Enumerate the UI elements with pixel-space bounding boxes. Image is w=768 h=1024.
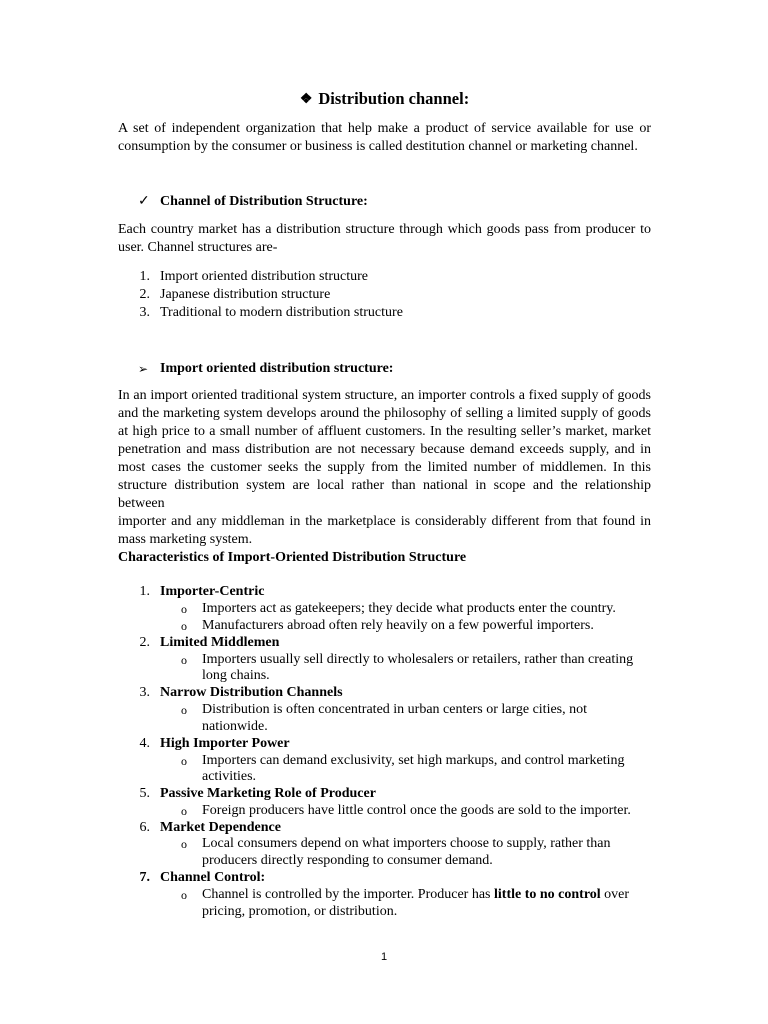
characteristic-title: High Importer Power <box>160 736 290 751</box>
list-number: 1. <box>139 269 150 284</box>
characteristic-title: Passive Marketing Role of Producer <box>160 786 376 801</box>
circle-bullet-icon: o <box>181 619 187 633</box>
checkmark-icon: ✓ <box>138 194 150 209</box>
diamond-bullet-icon: ❖ <box>299 92 313 107</box>
sub-item-text: producers directly responding to consumer demand. <box>202 853 493 868</box>
characteristic-title: Limited Middlemen <box>160 635 280 650</box>
list-text: Import oriented distribution structure <box>160 269 369 284</box>
list-text: Traditional to modern distribution structure <box>160 305 403 320</box>
import-paragraph <box>118 387 651 549</box>
structure-paragraph <box>118 221 651 257</box>
intro-paragraph <box>118 120 651 156</box>
import-line: penetration and mass distribution are not necessary because demand exceeds supply, and in <box>118 442 651 457</box>
circle-bullet-icon: o <box>181 703 187 717</box>
circle-bullet-icon: o <box>181 888 187 902</box>
list-number: 2. <box>139 287 150 302</box>
import-line: importer and any middleman in the marketplace is considerably different from that found in <box>118 514 651 529</box>
circle-bullet-icon: o <box>181 602 187 616</box>
list-number: 1. <box>139 584 150 599</box>
import-line: In an import oriented traditional system structure, an importer controls a fixed supply of goods <box>118 388 651 403</box>
list-number: 6. <box>139 820 150 835</box>
list-number: 5. <box>139 786 150 801</box>
title-text: Distribution channel: <box>318 89 470 108</box>
arrow-bullet-icon: ➢ <box>138 362 149 376</box>
structure-line-2: user. Channel structures are- <box>118 240 278 255</box>
characteristic-title: Importer-Centric <box>160 584 265 599</box>
import-line: mass marketing system. <box>118 532 253 547</box>
sub-item-text: nationwide. <box>202 719 268 734</box>
circle-bullet-icon: o <box>181 653 187 667</box>
characteristic-title: Market Dependence <box>160 820 281 835</box>
structure-heading-text: Channel of Distribution Structure: <box>160 194 368 209</box>
page-number: 1 <box>380 951 388 963</box>
characteristic-title: Narrow Distribution Channels <box>160 685 343 700</box>
import-heading-text: Import oriented distribution structure: <box>160 361 394 376</box>
sub-item-text: Importers usually sell directly to wholesalers or retailers, rather than creating <box>202 652 634 667</box>
sub-item-text: Local consumers depend on what importers choose to supply, rather than <box>202 836 611 851</box>
import-line: and the marketing system develops around the philosophy of selling a limited supply of goods <box>118 406 651 421</box>
sub-item-text: long chains. <box>202 668 270 683</box>
sub-item-text: Foreign producers have little control once the goods are sold to the importer. <box>202 803 631 818</box>
circle-bullet-icon: o <box>181 837 187 851</box>
channel-control-bold: little to no control <box>494 887 601 902</box>
sub-item-text: Importers act as gatekeepers; they decide what products enter the country. <box>202 601 616 616</box>
channel-control-text <box>202 886 642 904</box>
page-title <box>118 88 651 112</box>
structure-line-1: Each country market has a distribution structure through which goods pass from producer to <box>118 222 651 237</box>
list-number: 7. <box>139 870 150 885</box>
channel-control-pre: Channel is controlled by the importer. Producer has <box>202 887 494 902</box>
sub-item-text: activities. <box>202 769 257 784</box>
import-line: most cases the customer seeks the supply from the limited number of middlemen. In this <box>118 460 651 475</box>
circle-bullet-icon: o <box>181 754 187 768</box>
list-number: 4. <box>139 736 150 751</box>
circle-bullet-icon: o <box>181 804 187 818</box>
intro-line-2: consumption by the consumer or business is called destitution channel or marketing channel. <box>118 139 638 154</box>
import-line: structure distribution system are local rather than national in scope and the relationship between <box>118 478 651 511</box>
channel-control-post: over <box>600 887 630 902</box>
intro-line-1: A set of independent organization that help make a product of service available for use or <box>118 121 651 136</box>
list-text: Japanese distribution structure <box>160 287 331 302</box>
sub-item-text: Manufacturers abroad often rely heavily on a few powerful importers. <box>202 618 594 633</box>
list-number: 3. <box>139 305 150 320</box>
import-line: at high price to a small number of affluent customers. In the resulting seller’s market, market <box>118 424 651 439</box>
sub-item-text: Importers can demand exclusivity, set high markups, and control marketing <box>202 753 625 768</box>
list-number: 3. <box>139 685 150 700</box>
sub-item-text: Distribution is often concentrated in urban centers or large cities, not <box>202 702 588 717</box>
sub-item-text: pricing, promotion, or distribution. <box>202 904 398 919</box>
characteristic-title: Channel Control: <box>160 870 266 885</box>
characteristics-heading: Characteristics of Import-Oriented Distribution Structure <box>118 550 467 565</box>
list-number: 2. <box>139 635 150 650</box>
